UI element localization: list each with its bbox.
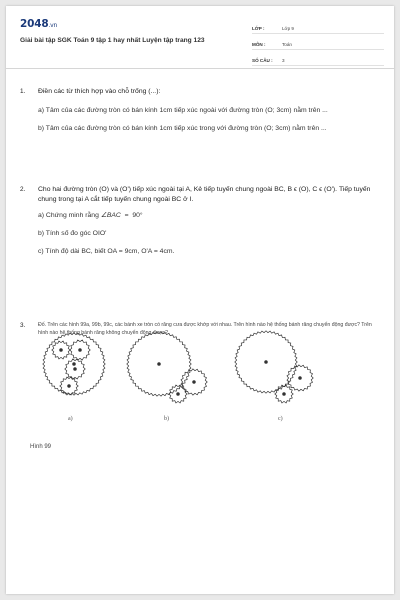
question-body xyxy=(38,185,380,257)
document-header xyxy=(6,6,394,69)
gear-center xyxy=(299,377,302,380)
question-part: b) Tâm của các đường tròn có bán kính 1cm tiếp xúc trong với đường tròn (O; 3cm) nằm trên ... xyxy=(38,125,327,132)
question-part: b) Tính số đo góc OIO' xyxy=(38,230,107,237)
figure-caption-a: a) xyxy=(68,416,73,422)
gear-center xyxy=(177,393,180,396)
part-a-prefix: a) Chứng minh rằng xyxy=(38,212,99,219)
question-part: c) Tính độ dài BC, biết OA = 9cm, O'A = 4cm. xyxy=(38,248,175,255)
meta-row-subject xyxy=(252,34,384,50)
meta-value: Lớp 9 xyxy=(282,26,294,31)
document-title: Giải bài tập SGK Toán 9 tập 1 hay nhất Luyện tập trang 123 xyxy=(20,37,205,44)
logo-suffix: .vn xyxy=(48,22,58,29)
question-text: Đố. Trên các hình 99a, 99b, 99c, các bánh xe tròn có răng cưa được khớp với nhau. Trên hình nào hệ thống bánh răng chuyển động được? Trên hình nào hệ thống bánh răng không chuyển động được? xyxy=(38,322,372,336)
logo-text: 2048 xyxy=(20,18,49,30)
gear-center xyxy=(193,381,196,384)
question-2 xyxy=(20,185,380,310)
question-number: 1. xyxy=(20,88,26,95)
gear-diagrams xyxy=(34,328,334,428)
angle-symbol: ∠BAC xyxy=(100,212,121,219)
meta-row-class xyxy=(252,18,384,34)
meta-value: 3 xyxy=(282,58,285,63)
figure-caption-c: c) xyxy=(278,416,283,422)
meta-row-count xyxy=(252,50,384,66)
gear-center xyxy=(158,363,161,366)
meta-label: SỐ CÂU : xyxy=(252,58,273,63)
document-page xyxy=(6,6,394,594)
question-number: 2. xyxy=(20,186,26,193)
question-text: Điền các từ thích hợp vào chỗ trống (...): xyxy=(38,88,161,95)
meta-label: MÔN : xyxy=(252,42,266,47)
question-text: Cho hai đường tròn (O) và (O') tiếp xúc ngoài tại A, Kẻ tiếp tuyến chung ngoài BC, B ϵ (O), C ϵ (O'). Tiếp tuyến chung trong tại A cắt tiếp tuyến chung ngoài BC ở I. xyxy=(38,186,371,203)
gear-center xyxy=(265,361,268,364)
question-body xyxy=(38,87,380,134)
angle-value: 90° xyxy=(132,212,143,219)
meta-table xyxy=(252,18,384,66)
question-1 xyxy=(20,87,380,177)
question-part-a xyxy=(38,211,380,221)
site-logo[interactable] xyxy=(20,18,57,30)
figure-label: Hình 99 xyxy=(30,444,52,450)
figure-caption-b: b) xyxy=(164,416,169,422)
gear-center xyxy=(68,385,71,388)
gear-center xyxy=(79,349,82,352)
question-number: 3. xyxy=(20,322,26,329)
gear-center xyxy=(283,393,286,396)
gear-figures xyxy=(34,328,334,438)
gear-center xyxy=(74,368,77,371)
meta-label: LỚP : xyxy=(252,26,265,31)
gear-center xyxy=(60,349,63,352)
question-part: a) Tâm của các đường tròn có bán kính 1cm tiếp xúc ngoài với đường tròn (O; 3cm) nằm trên ... xyxy=(38,107,328,114)
equals-sign: = xyxy=(124,212,129,219)
gear-center xyxy=(73,363,76,366)
meta-value: Toán xyxy=(282,42,292,47)
